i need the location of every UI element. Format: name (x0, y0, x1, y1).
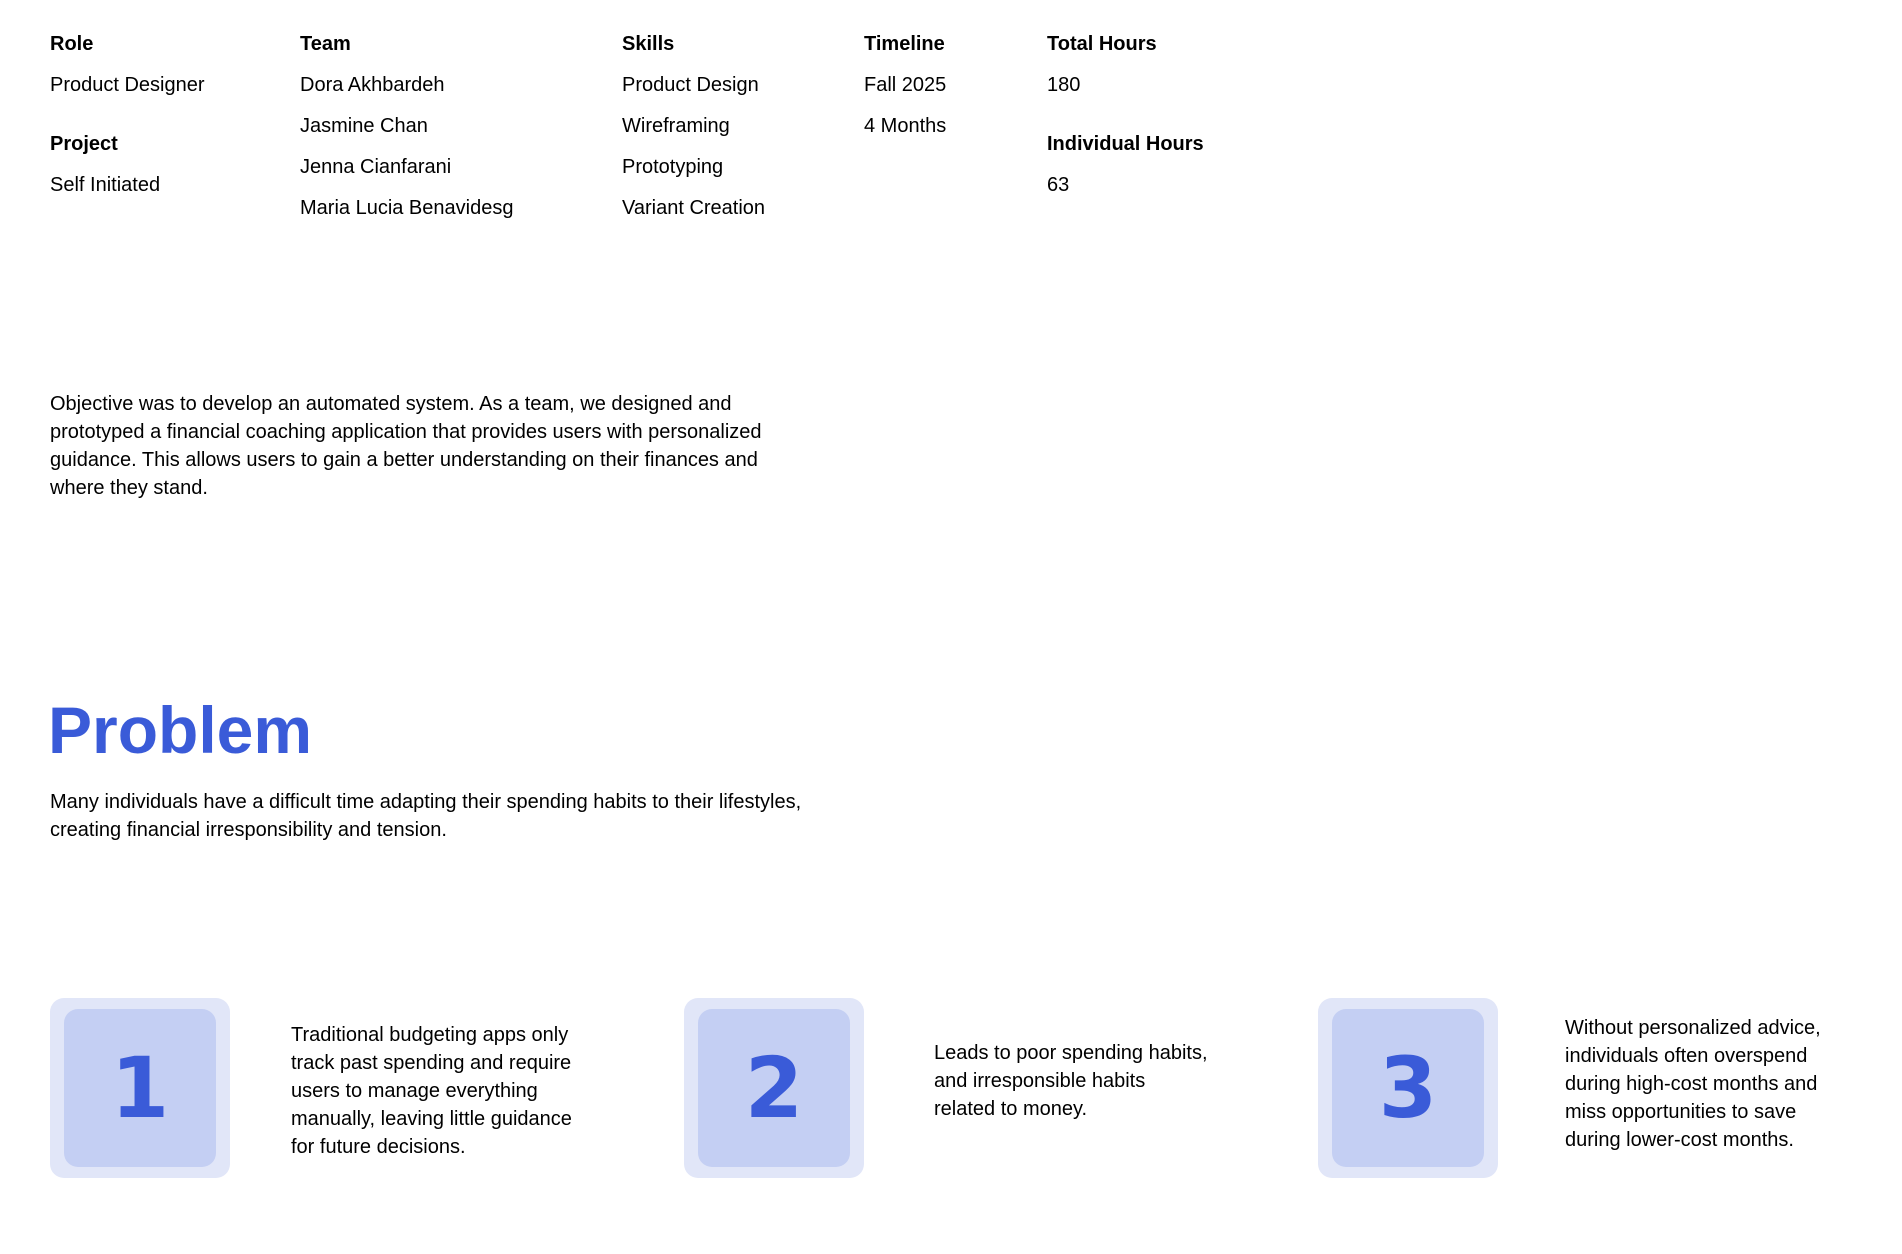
team-member: Dora Akhbardeh (300, 74, 445, 96)
number-1: 1 (110, 1039, 170, 1137)
problem-description: Many individuals have a difficult time adapting their spending habits to their lifestyles, creating financial irresponsibility and tension. (50, 791, 802, 841)
problem-point-2-text: Leads to poor spending habits, and irresponsible habits related to money. (934, 1042, 1208, 1120)
problem-point-1-text: Traditional budgeting apps only track past spending and require users to manage everything manually, leaving little guidance for future decisions. (291, 1024, 572, 1158)
individual-hours-value: 63 (1047, 174, 1070, 196)
individual-hours-label: Individual Hours (1047, 133, 1204, 155)
skills-label: Skills (622, 33, 675, 55)
objective-text: Objective was to develop an automated system. As a team, we designed and prototyped a financial coaching application that provides users with personalized guidance. This allows users to gain a better understanding on their finances and where they stand. (50, 393, 762, 499)
problem-point-3-text: Without personalized advice, individuals often overspend during high-cost months and miss opportunities to save during lower-cost months. (1565, 1017, 1821, 1151)
team-column (300, 32, 513, 237)
role-label: Role (50, 33, 94, 55)
timeline-value: Fall 2025 (864, 74, 947, 96)
project-label: Project (50, 133, 118, 155)
number-badge-inner (64, 1009, 216, 1167)
number-3: 3 (1378, 1039, 1438, 1137)
timeline-value: 4 Months (864, 115, 947, 137)
skill-item: Wireframing (622, 115, 730, 137)
team-label: Team (300, 33, 351, 55)
number-2: 2 (744, 1039, 804, 1137)
problem-heading: Problem (48, 693, 313, 767)
number-badge-inner (698, 1009, 850, 1167)
skills-column (622, 32, 765, 237)
number-badge-inner (1332, 1009, 1484, 1167)
role-column (50, 32, 205, 214)
number-badge-2 (684, 998, 864, 1178)
total-hours-label: Total Hours (1047, 33, 1157, 55)
project-value: Self Initiated (50, 174, 161, 196)
timeline-column (864, 32, 946, 155)
number-badge-1 (50, 998, 230, 1178)
total-hours-value: 180 (1047, 74, 1081, 96)
skill-item: Product Design (622, 74, 759, 96)
team-member: Jenna Cianfarani (300, 156, 452, 178)
team-member: Maria Lucia Benavidesg (300, 197, 514, 219)
team-member: Jasmine Chan (300, 115, 428, 137)
role-value: Product Designer (50, 74, 205, 96)
timeline-label: Timeline (864, 33, 945, 55)
skill-item: Prototyping (622, 156, 724, 178)
number-badge-3 (1318, 998, 1498, 1178)
hours-column (1047, 32, 1204, 214)
skill-item: Variant Creation (622, 197, 766, 219)
